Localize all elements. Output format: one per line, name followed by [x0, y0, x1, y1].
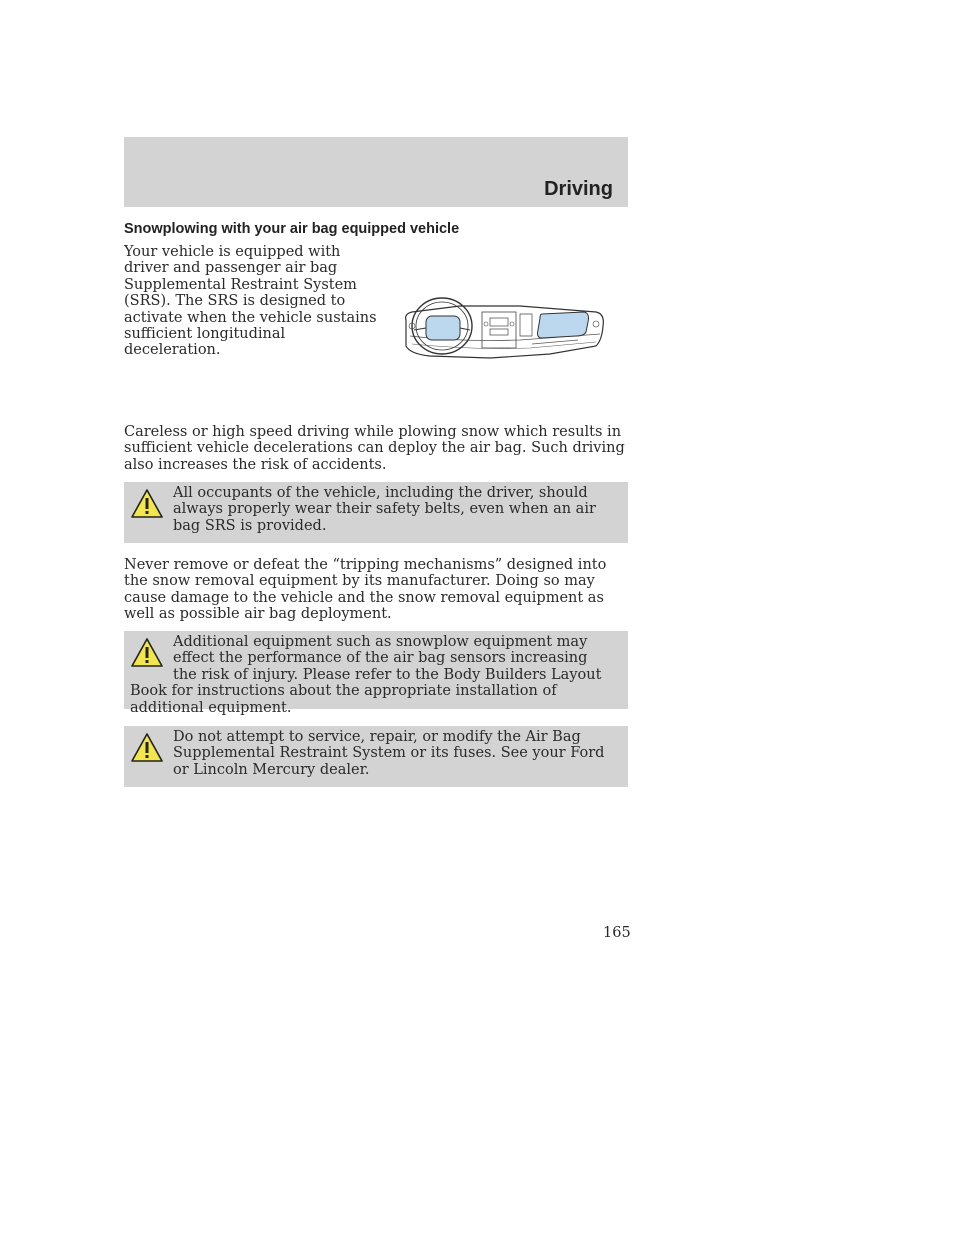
warning-text: Additional equipment such as snowplow equipment may effect the performance of the air bag sensors increasing the risk of injury. Please refer to the Body Builders Layout Book for instructions about the appropriate installation of additional equipment. [130, 634, 602, 716]
chapter-title: Driving [544, 178, 613, 200]
page-number: 165 [603, 925, 631, 941]
warning-text: All occupants of the vehicle, including the driver, should always properly wear their safety belts, even when an air bag SRS is provided. [173, 485, 596, 534]
paragraph-tripping-mechanisms: Never remove or defeat the “tripping mechanisms” designed into the snow removal equipment by its manufacturer. Doing so may cause damage to the vehicle and the snow removal equipment as well as possible air bag deployment. [124, 557, 607, 623]
warning-box-safety-belts [124, 482, 628, 543]
paragraph-srs-intro: Your vehicle is equipped with driver and passenger air bag Supplemental Restraint System (SRS). The SRS is designed to activate when the vehicle sustains sufficient longitudinal deceleration. [124, 244, 377, 359]
warning-box-additional-equipment [124, 631, 628, 716]
warning-triangle-icon [130, 637, 164, 669]
paragraph-careless-driving: Careless or high speed driving while plowing snow which results in sufficient vehicle decelerations can deploy the air bag. Such driving also increases the risk of accidents. [124, 424, 625, 473]
warning-text: Do not attempt to service, repair, or modify the Air Bag Supplemental Restraint System or its fuses. See your Ford or Lincoln Mercury dealer. [173, 729, 605, 778]
section-heading: Snowplowing with your air bag equipped vehicle [124, 221, 460, 237]
dashboard-airbag-illustration [400, 296, 606, 364]
warning-triangle-icon [130, 488, 164, 520]
chapter-header [124, 137, 628, 207]
warning-triangle-icon [130, 732, 164, 764]
warning-box-do-not-service [124, 726, 628, 787]
